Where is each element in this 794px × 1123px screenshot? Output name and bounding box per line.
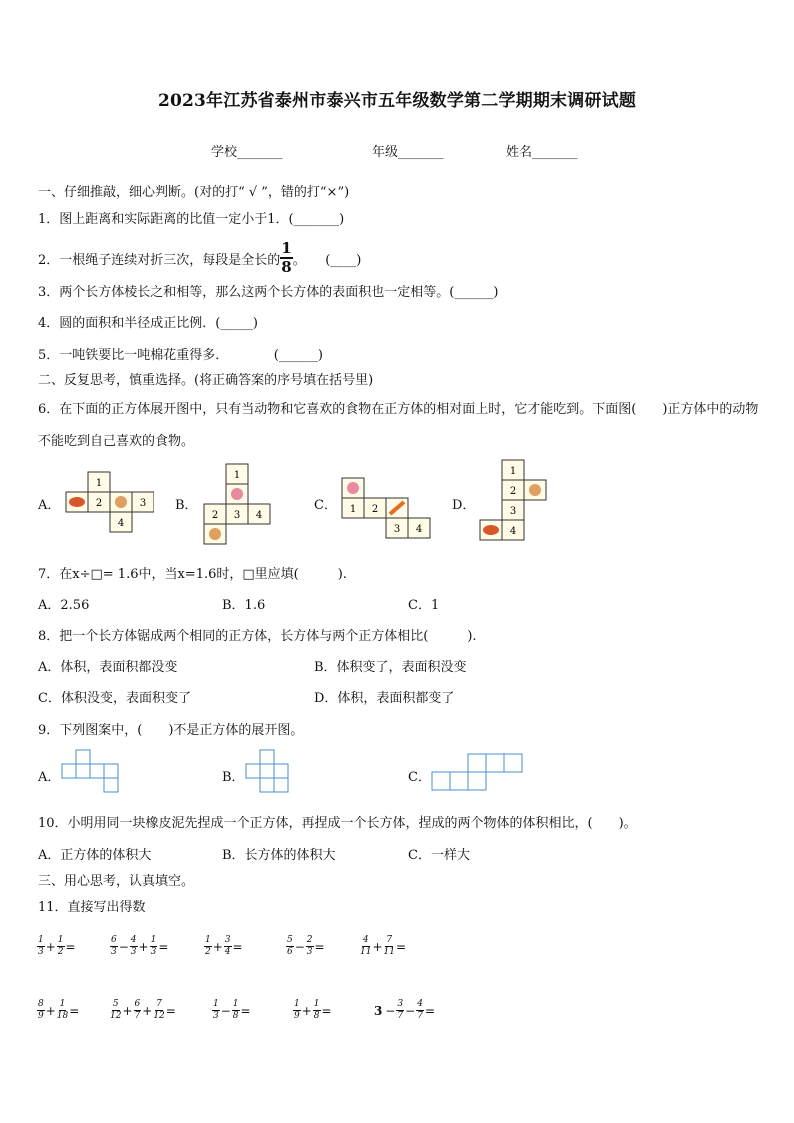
q6-net-c (340, 474, 432, 542)
grade-field: 年级_______ (372, 145, 444, 160)
fraction (37, 1000, 45, 1021)
denominator: 4 (224, 947, 231, 957)
fraction (57, 936, 65, 957)
equals-sign: = (424, 1003, 436, 1018)
operator: + (122, 1003, 133, 1018)
calc-expression (212, 1000, 251, 1021)
numerator: 1 (150, 935, 157, 945)
fraction (204, 936, 212, 957)
fraction (232, 1000, 240, 1021)
q6-net-b (202, 462, 272, 548)
equals-sign: = (232, 939, 243, 954)
q7-option-c: C．1 (408, 598, 440, 613)
calc-expression (37, 1000, 79, 1021)
question-9: 9．下列图案中，( )不是正方体的展开图。 (38, 723, 304, 738)
calc-expression (374, 1000, 435, 1021)
operator: − (294, 939, 305, 954)
net-b-face-3: 3 (233, 510, 241, 521)
numerator: 4 (362, 935, 369, 945)
calc-expression (286, 936, 325, 957)
calc-expression (110, 936, 168, 957)
operator: − (118, 939, 129, 954)
numerator: 3 (224, 935, 231, 945)
denominator: 8 (232, 1011, 239, 1021)
q9-net-a (60, 748, 124, 796)
denominator: 8 (313, 1011, 320, 1021)
q7-option-b: B．1.6 (222, 598, 266, 613)
numerator: 2 (306, 935, 313, 945)
cat-icon (115, 496, 127, 508)
operator: − (220, 1003, 231, 1018)
net-b-face-2: 2 (211, 510, 219, 521)
q6-option-b-label: B． (175, 498, 198, 513)
fraction (57, 1000, 68, 1021)
net-c-face-1: 1 (349, 504, 357, 515)
net-d-face-3: 3 (509, 506, 517, 517)
section-3-heading: 三、用心思考，认真填空。 (38, 874, 195, 889)
q9-option-a-label: A． (38, 770, 61, 785)
numerator: 6 (134, 999, 141, 1009)
denominator: 7 (417, 1011, 423, 1021)
numerator: 1 (232, 999, 239, 1009)
fraction (224, 936, 232, 957)
denominator: 11 (360, 947, 372, 957)
calc-expression (204, 936, 243, 957)
equals-sign: = (158, 939, 169, 954)
fraction-denominator: 8 (281, 258, 292, 276)
denominator: 3 (111, 947, 117, 957)
denominator: 3 (130, 947, 137, 957)
monkey-icon (209, 528, 221, 540)
net-b-face-1: 1 (233, 470, 241, 481)
school-field: 学校_______ (211, 145, 283, 160)
equals-sign: = (65, 939, 76, 954)
denominator: 3 (38, 947, 44, 957)
q6-net-a (62, 470, 154, 534)
q9-net-c (430, 748, 524, 796)
fraction (153, 1000, 164, 1021)
rabbit-icon (347, 482, 359, 494)
q9-option-c-label: C． (408, 770, 431, 785)
fish-icon (69, 497, 85, 507)
fraction (150, 936, 158, 957)
denominator: 6 (287, 947, 293, 957)
q9-net-b (244, 748, 294, 796)
numerator: 1 (59, 999, 66, 1009)
numerator: 1 (205, 935, 211, 945)
fraction (130, 936, 138, 957)
numerator: 1 (294, 999, 300, 1009)
denominator: 3 (306, 947, 313, 957)
numerator: 4 (130, 935, 137, 945)
numerator: 1 (57, 935, 64, 945)
denominator: 12 (153, 1011, 165, 1021)
operator: + (45, 939, 56, 954)
operator: + (45, 1003, 56, 1018)
section-1-heading: 一、仔细推敲，细心判断。(对的打“ √ ”，错的打“×”) (38, 185, 350, 200)
operator: + (212, 939, 223, 954)
operator: + (138, 939, 149, 954)
net-a-face-2: 2 (95, 498, 103, 509)
q6-option-c-label: C． (314, 498, 337, 513)
numerator: 1 (313, 999, 320, 1009)
question-2-text: 2．一根绳子连续对折三次，每段是全长的 (38, 252, 281, 268)
q7-option-a: A．2.56 (38, 598, 90, 613)
fraction (134, 1000, 142, 1021)
fraction (384, 936, 395, 957)
numerator: 4 (417, 999, 423, 1009)
numerator: 8 (38, 999, 44, 1009)
fraction (360, 936, 371, 957)
q8-option-a: A．体积，表面积都没变 (38, 660, 178, 675)
numerator: 7 (156, 999, 162, 1009)
equals-sign: = (321, 1003, 332, 1018)
q10-option-b: B．长方体的体积大 (222, 848, 336, 863)
question-4: 4．圆的面积和半径成正比例．(_____) (38, 316, 258, 331)
numerator: 6 (111, 935, 117, 945)
denominator: 18 (56, 1011, 69, 1021)
operator: − (385, 1003, 396, 1018)
denominator: 9 (38, 1011, 44, 1021)
net-c-face-2: 2 (371, 504, 379, 515)
question-8: 8．把一个长方体锯成两个相同的正方体，长方体与两个正方体相比( ). (38, 629, 477, 644)
question-1: 1．图上距离和实际距离的比值一定小于1．(_______) (38, 212, 345, 227)
question-6: 6．在下面的正方体展开图中，只有当动物和它喜欢的食物在正方体的相对面上时，它才能吃到。下面图( )正方体中的动物不能吃到自己喜欢的食物。 (38, 402, 759, 449)
net-d-face-4: 4 (509, 526, 517, 537)
operator: − (405, 1003, 416, 1018)
question-7: 7．在x÷□= 1.6中，当x=1.6时，□里应填( ). (38, 567, 347, 582)
net-a-face-3: 3 (139, 498, 147, 509)
denominator: 9 (294, 1011, 300, 1021)
fraction (293, 1000, 301, 1021)
denominator: 7 (397, 1011, 404, 1021)
net-a-face-1: 1 (95, 478, 103, 489)
calc-expression (37, 936, 76, 957)
fish-icon (483, 525, 499, 535)
fraction (110, 1000, 121, 1021)
numerator: 1 (213, 999, 219, 1009)
denominator: 2 (57, 947, 64, 957)
fraction (212, 1000, 220, 1021)
operator: + (372, 939, 383, 954)
denominator: 12 (110, 1011, 122, 1021)
equals-sign: = (165, 1003, 176, 1018)
net-d-face-1: 1 (509, 466, 517, 477)
question-10: 10．小明用同一块橡皮泥先捏成一个正方体，再捏成一个长方体，捏成的两个物体的体积相比，( )。 (38, 816, 637, 831)
denominator: 2 (205, 947, 211, 957)
equals-sign: = (395, 939, 407, 954)
fraction-numerator: 1 (281, 239, 292, 257)
fraction (286, 936, 294, 957)
operator: + (301, 1003, 312, 1018)
whole-number: 3 (374, 1003, 383, 1018)
equals-sign: = (69, 1003, 80, 1018)
numerator: 1 (38, 935, 44, 945)
net-b-face-4: 4 (255, 510, 263, 521)
fraction (396, 1000, 404, 1021)
net-d-face-2: 2 (509, 486, 517, 497)
numerator: 7 (386, 935, 393, 945)
numerator: 3 (397, 999, 404, 1009)
operator: + (142, 1003, 153, 1018)
fraction (110, 936, 118, 957)
numerator: 5 (112, 999, 119, 1009)
q6-option-d-label: D． (452, 498, 476, 513)
question-3: 3．两个长方体棱长之和相等，那么这两个长方体的表面积也一定相等。(______) (38, 285, 499, 300)
q8-option-d: D．体积，表面积都变了 (314, 691, 455, 706)
fraction-one-eighth (280, 241, 292, 275)
fraction (416, 1000, 424, 1021)
fraction (37, 936, 45, 957)
page-title: 2023年江苏省泰州市泰兴市五年级数学第二学期期末调研试题 (157, 91, 637, 111)
question-2-answer: 。 (____) (292, 252, 362, 268)
q9-option-b-label: B． (222, 770, 245, 785)
net-a-face-4: 4 (117, 518, 125, 529)
q10-option-c: C．一样大 (408, 848, 470, 863)
q8-option-b: B．体积变了，表面积没变 (314, 660, 467, 675)
net-c-face-4: 4 (415, 524, 423, 535)
question-2 (38, 241, 361, 275)
q10-option-a: A．正方体的体积大 (38, 848, 152, 863)
name-field: 姓名_______ (506, 145, 578, 160)
q8-option-c: C．体积没变，表面积变了 (38, 691, 191, 706)
fraction (306, 936, 314, 957)
equals-sign: = (240, 1003, 251, 1018)
numerator: 5 (287, 935, 293, 945)
calc-expression (293, 1000, 332, 1021)
denominator: 11 (383, 947, 395, 957)
net-c-face-3: 3 (393, 524, 401, 535)
calc-expression (110, 1000, 176, 1021)
question-5: 5．一吨铁要比一吨棉花重得多． (______) (38, 348, 323, 363)
question-11: 11．直接写出得数 (38, 900, 146, 915)
cat-icon (529, 484, 541, 496)
section-2-heading: 二、反复思考，慎重选择。(将正确答案的序号填在括号里) (38, 373, 374, 388)
peach-icon (231, 488, 243, 500)
q6-option-a-label: A． (38, 498, 61, 513)
equals-sign: = (314, 939, 325, 954)
fraction (313, 1000, 321, 1021)
denominator: 7 (134, 1011, 141, 1021)
calc-expression (360, 936, 406, 957)
q6-net-d (478, 458, 548, 546)
denominator: 3 (150, 947, 157, 957)
denominator: 3 (213, 1011, 219, 1021)
